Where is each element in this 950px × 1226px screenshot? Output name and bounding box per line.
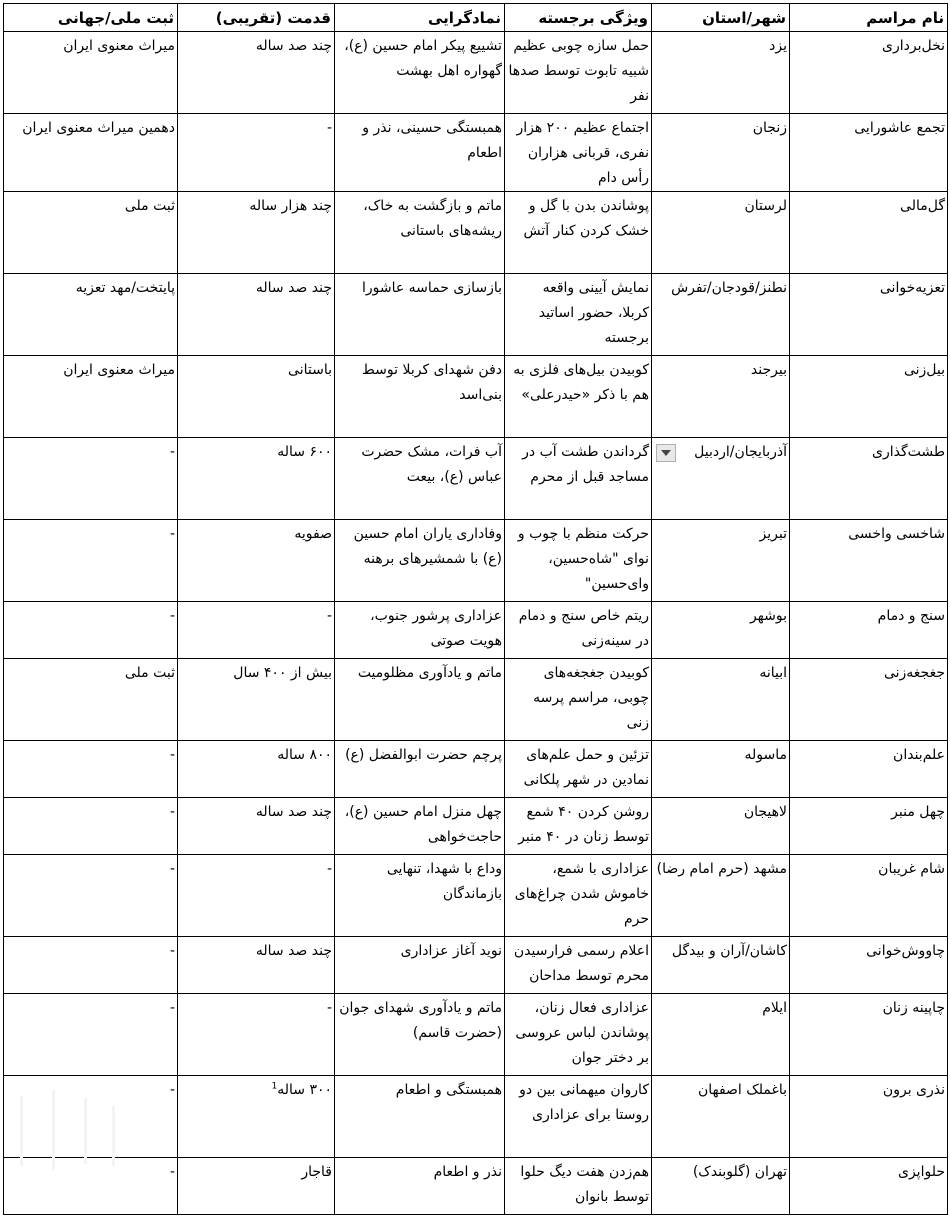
cell-registration-text: - — [169, 747, 175, 763]
cell-feature-text: اجتماع عظیم ۲۰۰ هزار نفری، قربانی هزاران رأس دام — [516, 120, 649, 186]
table-row — [4, 32, 948, 114]
chevron-down-icon — [661, 450, 671, 456]
cell-registration-text: ثبت ملی — [124, 198, 175, 214]
cell-age[interactable] — [178, 1076, 335, 1158]
cell-feature[interactable] — [505, 356, 652, 438]
cell-feature[interactable] — [505, 994, 652, 1076]
table-row — [4, 274, 948, 356]
cell-city-text: کاشان/آران و بیدگل — [671, 943, 787, 959]
cell-symbolism[interactable] — [335, 520, 505, 602]
table-row — [4, 798, 948, 855]
cell-age[interactable] — [178, 1158, 335, 1215]
cell-feature-text: ریتم خاص سنج و دمام در سینه‌زنی — [518, 608, 649, 649]
cell-registration-text: - — [169, 1164, 175, 1180]
cell-ceremony-text: جغجغه‌زنی — [883, 665, 945, 681]
header-ceremony: نام مراسم — [790, 4, 948, 32]
cell-ceremony[interactable] — [790, 602, 948, 659]
cell-age[interactable] — [178, 32, 335, 114]
cell-feature[interactable] — [505, 659, 652, 741]
table-row — [4, 602, 948, 659]
table-row — [4, 937, 948, 994]
cell-feature[interactable] — [505, 1158, 652, 1215]
cell-age-text: - — [326, 861, 332, 877]
table-row — [4, 1158, 948, 1215]
header-row — [4, 4, 948, 32]
cell-age[interactable] — [178, 114, 335, 192]
cell-ceremony[interactable] — [790, 1076, 948, 1158]
cell-city[interactable] — [652, 32, 790, 114]
cell-registration[interactable] — [4, 438, 178, 520]
cell-ceremony-text: چاپینه زنان — [882, 1000, 945, 1016]
cell-ceremony-text: نخل‌برداری — [882, 38, 945, 54]
cell-symbolism[interactable] — [335, 114, 505, 192]
cell-age[interactable] — [178, 855, 335, 937]
cell-registration[interactable] — [4, 114, 178, 192]
cell-symbolism-text: وداع با شهدا، تنهایی بازماندگان — [386, 861, 502, 902]
cell-symbolism[interactable] — [335, 741, 505, 798]
city-dropdown-cell — [654, 440, 787, 465]
cell-ceremony[interactable] — [790, 798, 948, 855]
cell-symbolism-text: ماتم و یادآوری مظلومیت — [357, 665, 502, 681]
cell-city[interactable] — [652, 114, 790, 192]
cell-symbolism-text: ماتم و بازگشت به خاک، ریشه‌های باستانی — [363, 198, 502, 239]
cell-age-text: چند صد ساله — [255, 280, 332, 296]
cell-symbolism-text: ماتم و یادآوری شهدای جوان (حضرت قاسم) — [339, 1000, 502, 1041]
cell-feature-text: گرداندن طشت آب در مساجد قبل از محرم — [522, 444, 649, 485]
cell-ceremony-text: نذری برون — [882, 1082, 945, 1098]
cell-registration-text: - — [169, 861, 175, 877]
cell-feature-text: عزاداری فعال زنان، پوشاندن لباس عروسی بر دختر جوان — [515, 1000, 649, 1066]
cell-feature[interactable] — [505, 520, 652, 602]
cell-feature[interactable] — [505, 438, 652, 520]
cell-symbolism[interactable] — [335, 855, 505, 937]
cell-registration[interactable] — [4, 855, 178, 937]
cell-age[interactable] — [178, 438, 335, 520]
cell-registration[interactable] — [4, 798, 178, 855]
cell-feature-text: حرکت منظم با چوب و نوای "شاه‌حسین، وای‌حسین" — [517, 526, 649, 592]
cell-feature[interactable] — [505, 1076, 652, 1158]
cell-symbolism[interactable] — [335, 937, 505, 994]
table-row — [4, 1076, 948, 1158]
cell-age[interactable] — [178, 274, 335, 356]
cell-feature-text: کوبیدن جغجغه‌های چوبی، مراسم پرسه زنی — [533, 665, 649, 731]
cell-city[interactable] — [652, 994, 790, 1076]
cell-symbolism[interactable] — [335, 659, 505, 741]
cell-symbolism-text: عزاداری پرشور جنوب، هویت صوتی — [370, 608, 502, 649]
cell-registration-text: پایتخت/مهد تعزیه — [75, 280, 175, 296]
cell-symbolism[interactable] — [335, 356, 505, 438]
cell-feature[interactable] — [505, 855, 652, 937]
table-row — [4, 520, 948, 602]
cell-ceremony[interactable] — [790, 741, 948, 798]
cell-registration[interactable] — [4, 994, 178, 1076]
cell-registration-text: - — [169, 526, 175, 542]
cell-ceremony[interactable] — [790, 1158, 948, 1215]
cell-symbolism[interactable] — [335, 602, 505, 659]
cell-ceremony-text: حلواپزی — [898, 1164, 945, 1180]
cell-age-text: چند صد ساله — [255, 804, 332, 820]
cell-city-text: ایلام — [762, 1000, 787, 1016]
table-row — [4, 356, 948, 438]
cell-feature[interactable] — [505, 274, 652, 356]
cell-city-text: ماسوله — [744, 747, 787, 763]
cell-symbolism-text: تشییع پیکر امام حسین (ع)، گهواره اهل بهشت — [344, 38, 502, 79]
cell-age[interactable] — [178, 520, 335, 602]
cell-city-text: نطنز/قودجان/تفرش — [671, 280, 787, 296]
cell-ceremony-text: چهل منبر — [891, 804, 945, 820]
cell-registration-text: میراث معنوی ایران — [63, 38, 175, 54]
cell-ceremony[interactable] — [790, 520, 948, 602]
cell-registration-text: - — [169, 804, 175, 820]
cell-registration[interactable] — [4, 659, 178, 741]
cell-city[interactable] — [652, 438, 790, 520]
cell-age-text: چند صد ساله — [255, 943, 332, 959]
cell-age-text: - — [326, 120, 332, 136]
table-row — [4, 114, 948, 192]
cell-symbolism-text: وفاداری یاران امام حسین (ع) با شمشیرهای برهنه — [353, 526, 502, 567]
cell-city[interactable] — [652, 274, 790, 356]
cell-age[interactable] — [178, 798, 335, 855]
cell-registration-text: - — [169, 1082, 175, 1098]
cell-ceremony[interactable] — [790, 438, 948, 520]
cell-city[interactable] — [652, 356, 790, 438]
cell-city[interactable] — [652, 741, 790, 798]
filter-dropdown-button[interactable] — [656, 444, 676, 462]
cell-ceremony[interactable] — [790, 937, 948, 994]
cell-ceremony[interactable] — [790, 192, 948, 274]
cell-symbolism[interactable] — [335, 274, 505, 356]
cell-ceremony-text: تجمع عاشورایی — [854, 120, 945, 136]
cell-age[interactable] — [178, 192, 335, 274]
header-age: قدمت (تقریبی) — [178, 4, 335, 32]
cell-feature-text: عزاداری با شمع، خاموش شدن چراغ‌های حرم — [514, 861, 649, 927]
cell-feature-text: نمایش آیینی واقعه کربلا، حضور اساتید برجسته — [538, 280, 649, 346]
cell-city[interactable] — [652, 937, 790, 994]
cell-registration[interactable] — [4, 1076, 178, 1158]
cell-feature-text: اعلام رسمی فرارسیدن محرم توسط مداحان — [513, 943, 649, 984]
cell-age[interactable] — [178, 602, 335, 659]
table-row — [4, 192, 948, 274]
cell-registration[interactable] — [4, 602, 178, 659]
cell-symbolism[interactable] — [335, 1076, 505, 1158]
cell-feature[interactable] — [505, 798, 652, 855]
cell-symbolism[interactable] — [335, 192, 505, 274]
cell-symbolism-text: بازسازی حماسه عاشورا — [361, 280, 502, 296]
cell-city-text: باغملک اصفهان — [697, 1082, 787, 1098]
cell-registration-text: ثبت ملی — [124, 665, 175, 681]
cell-city-text: بوشهر — [749, 608, 787, 624]
table-row — [4, 438, 948, 520]
cell-age[interactable] — [178, 937, 335, 994]
cell-ceremony[interactable] — [790, 114, 948, 192]
cell-ceremony-text: سنج و دمام — [877, 608, 945, 624]
cell-registration[interactable] — [4, 520, 178, 602]
cell-city-text: تهران (گلوبندک) — [692, 1164, 787, 1180]
cell-age-text: - — [326, 1000, 332, 1016]
cell-city-text: ابیانه — [759, 665, 787, 681]
cell-city[interactable] — [652, 1076, 790, 1158]
cell-registration-text: - — [169, 608, 175, 624]
cell-city-text: بیرجند — [750, 362, 787, 378]
cell-age[interactable] — [178, 356, 335, 438]
cell-symbolism-text: همبستگی و اطعام — [395, 1082, 502, 1098]
cell-ceremony[interactable] — [790, 32, 948, 114]
cell-symbolism[interactable] — [335, 994, 505, 1076]
cell-feature-text: روشن کردن ۴۰ شمع توسط زنان در ۴۰ منبر — [518, 804, 649, 845]
cell-registration-text: - — [169, 444, 175, 460]
cell-age[interactable] — [178, 994, 335, 1076]
cell-age[interactable] — [178, 659, 335, 741]
cell-ceremony-text: شاخسی واخسی — [848, 526, 945, 542]
table-body — [4, 32, 948, 1215]
cell-age-text: چند صد ساله — [255, 38, 332, 54]
cell-registration[interactable] — [4, 1158, 178, 1215]
cell-feature[interactable] — [505, 32, 652, 114]
table-row — [4, 659, 948, 741]
cell-registration[interactable] — [4, 32, 178, 114]
cell-symbolism-text: دفن شهدای کربلا توسط بنی‌اسد — [361, 362, 502, 403]
cell-city[interactable] — [652, 855, 790, 937]
cell-registration-text: - — [169, 943, 175, 959]
cell-city[interactable] — [652, 602, 790, 659]
cell-feature[interactable] — [505, 741, 652, 798]
cell-feature-text: پوشاندن بدن با گل و خشک کردن کنار آتش — [523, 198, 649, 239]
cell-feature-text: تزئین و حمل علم‌های نمادین در شهر پلکانی — [523, 747, 649, 788]
cell-symbolism[interactable] — [335, 1158, 505, 1215]
cell-registration[interactable] — [4, 937, 178, 994]
cell-feature-text: هم‌زدن هفت دیگ حلوا توسط بانوان — [520, 1164, 649, 1205]
cell-age-text: قاجار — [301, 1164, 332, 1180]
table-row — [4, 741, 948, 798]
header-city: شهر/استان — [652, 4, 790, 32]
cell-registration[interactable] — [4, 741, 178, 798]
cell-registration[interactable] — [4, 274, 178, 356]
cell-age-text: صفویه — [294, 526, 332, 542]
cell-city[interactable] — [652, 192, 790, 274]
cell-city-text: آذربایجان/اردبیل — [694, 444, 787, 460]
cell-age[interactable] — [178, 741, 335, 798]
cell-city[interactable] — [652, 1158, 790, 1215]
footnote-marker[interactable]: 1 — [271, 1081, 278, 1092]
cell-city-text: یزد — [769, 38, 787, 54]
cell-ceremony[interactable] — [790, 994, 948, 1076]
cell-age-text: ۸۰۰ ساله — [277, 747, 332, 763]
cell-ceremony-text: علم‌بندان — [893, 747, 945, 763]
cell-feature-text: حمل سازه چوبی عظیم شبیه تابوت توسط صدها نفر — [508, 38, 649, 104]
cell-ceremony-text: طشت‌گذاری — [871, 444, 945, 460]
cell-registration[interactable] — [4, 192, 178, 274]
cell-age-text: باستانی — [288, 362, 332, 378]
cell-symbolism-text: نذر و اطعام — [433, 1164, 502, 1180]
cell-ceremony-text: چاووش‌خوانی — [866, 943, 945, 959]
cell-feature-text: کوبیدن بیل‌های فلزی به هم با ذکر «حیدرعلی» — [513, 362, 649, 403]
cell-age-text: چند هزار ساله — [249, 198, 332, 214]
cell-feature[interactable] — [505, 602, 652, 659]
cell-city-text: لرستان — [744, 198, 787, 214]
cell-city-text: مشهد (حرم امام رضا) — [656, 861, 787, 877]
cell-feature[interactable] — [505, 937, 652, 994]
cell-city-text: لاهیجان — [743, 804, 787, 820]
cell-registration-text: - — [169, 1000, 175, 1016]
header-feature: ویژگی برجسته — [505, 4, 652, 32]
cell-symbolism[interactable] — [335, 798, 505, 855]
cell-symbolism[interactable] — [335, 32, 505, 114]
cell-symbolism-text: آب فرات، مشک حضرت عباس (ع)، بیعت — [361, 444, 502, 485]
cell-registration-text: میراث معنوی ایران — [63, 362, 175, 378]
cell-symbolism-text: نوید آغاز عزاداری — [400, 943, 502, 959]
ceremonies-table — [3, 3, 948, 1215]
cell-ceremony-text: تعزیه‌خوانی — [879, 280, 945, 296]
cell-symbolism-text: همبستگی حسینی، نذر و اطعام — [362, 120, 502, 161]
cell-feature-text: کاروان میهمانی بین دو روستا برای عزاداری — [519, 1082, 649, 1123]
cell-ceremony[interactable] — [790, 274, 948, 356]
table-header — [4, 4, 948, 32]
cell-ceremony-text: شام غریبان — [878, 861, 945, 877]
cell-ceremony[interactable] — [790, 356, 948, 438]
cell-city[interactable] — [652, 798, 790, 855]
cell-symbolism[interactable] — [335, 438, 505, 520]
table-row — [4, 855, 948, 937]
cell-registration[interactable] — [4, 356, 178, 438]
cell-registration-text: دهمین میراث معنوی ایران — [22, 120, 175, 136]
cell-age-text: ۶۰۰ ساله — [277, 444, 332, 460]
cell-city[interactable] — [652, 659, 790, 741]
cell-symbolism-text: چهل منزل امام حسین (ع)، حاجت‌خواهی — [344, 804, 502, 845]
cell-city[interactable] — [652, 520, 790, 602]
cell-ceremony-text: بیل‌زنی — [903, 362, 945, 378]
cell-ceremony[interactable] — [790, 659, 948, 741]
cell-age-text: ۳۰۰ ساله — [277, 1082, 332, 1098]
cell-city-text: تبریز — [759, 526, 787, 542]
cell-city-text: زنجان — [752, 120, 787, 136]
cell-ceremony[interactable] — [790, 855, 948, 937]
cell-ceremony-text: گل‌مالی — [900, 198, 945, 214]
cell-feature[interactable] — [505, 192, 652, 274]
table-row — [4, 994, 948, 1076]
cell-age-text: - — [326, 608, 332, 624]
cell-age-text: بیش از ۴۰۰ سال — [233, 665, 332, 681]
header-symbolism: نمادگرایی — [335, 4, 505, 32]
cell-symbolism-text: پرچم حضرت ابوالفضل (ع) — [345, 747, 502, 763]
cell-feature[interactable] — [505, 114, 652, 192]
header-registration: ثبت ملی/جهانی — [4, 4, 178, 32]
